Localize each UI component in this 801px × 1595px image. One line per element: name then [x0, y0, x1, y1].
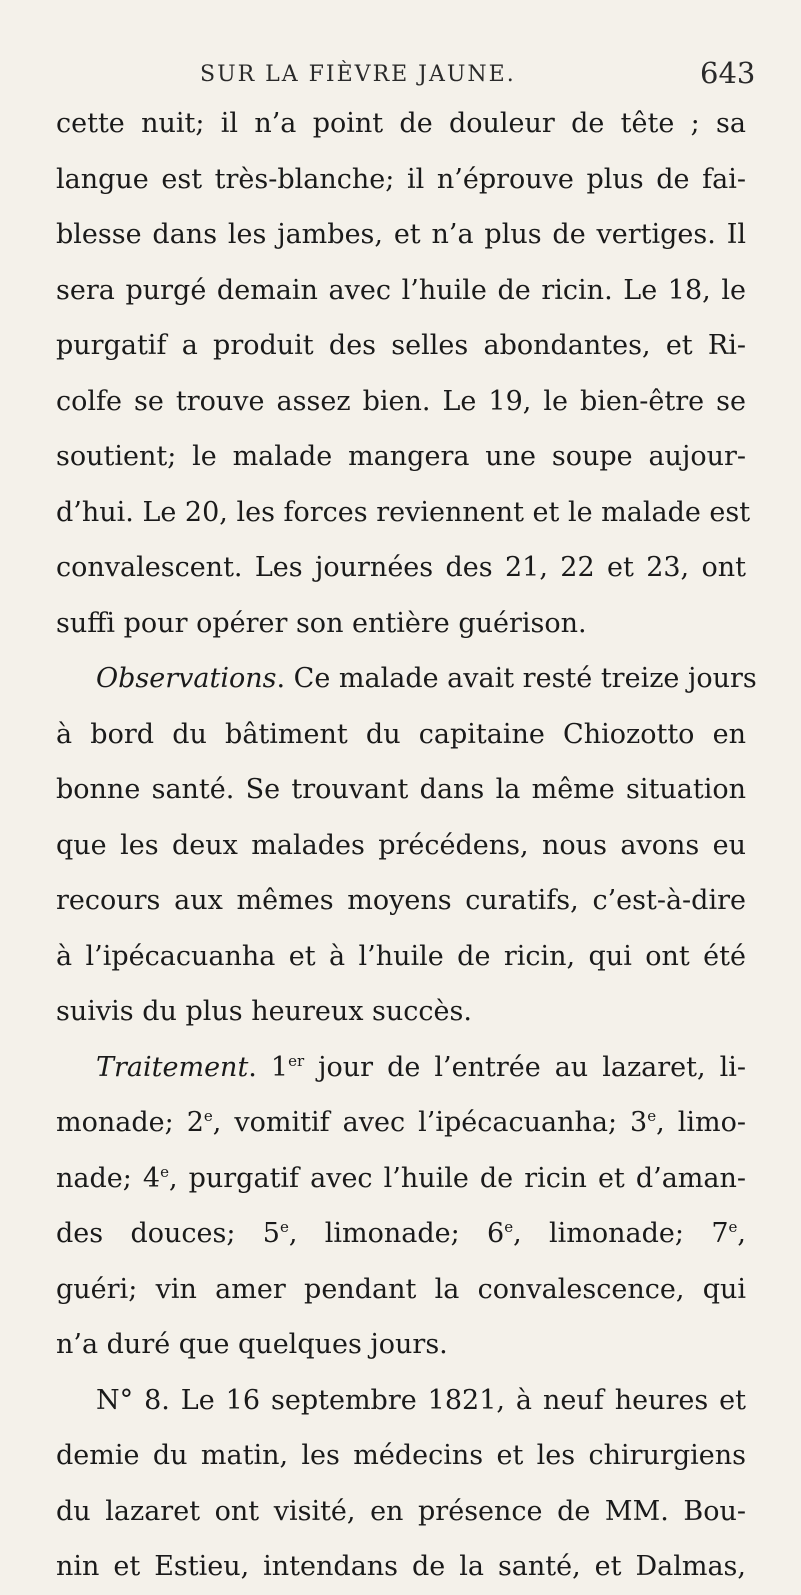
text-line	[56, 1539, 746, 1595]
text-run: blesse dans les jambes, et n’a plus de vertiges. Il	[56, 219, 746, 250]
text-line	[56, 984, 746, 1040]
text-run: des douces; 5	[56, 1218, 280, 1249]
superscript: e	[279, 1218, 289, 1236]
text-run: guéri; vin amer pendant la convalescence, qui	[56, 1273, 746, 1305]
text-run: n’a duré que quelques jours.	[56, 1329, 448, 1360]
text-line	[56, 651, 757, 707]
text-run: à l’ipécacuanha et à l’huile de ricin, qui ont été	[56, 940, 746, 972]
superscript: e	[647, 1107, 657, 1125]
text-run: du lazaret ont visité, en présence de MM. Bou-	[56, 1495, 746, 1527]
text-run: , vomitif avec l’ipécacuanha; 3	[212, 1107, 648, 1138]
text-run: d’hui. Le 20, les forces reviennent et le malade est	[56, 496, 751, 528]
text-run: , limo-	[656, 1107, 746, 1138]
running-head: SUR LA FIÈVRE JAUNE.	[200, 62, 516, 87]
superscript: e	[160, 1162, 169, 1181]
text-line	[56, 1484, 746, 1540]
text-line	[56, 1317, 746, 1373]
text-run: que les deux malades précédens, nous avons eu	[56, 829, 746, 861]
text-line	[56, 1206, 746, 1262]
text-line	[56, 318, 746, 374]
text-run: , purgatif avec l’huile de ricin et d’aman-	[168, 1162, 746, 1194]
text-line	[56, 263, 746, 319]
text-line	[56, 374, 746, 430]
text-run: sera purgé demain avec l’huile de ricin. Le 18, le	[56, 274, 746, 306]
text-run: langue est très-blanche; il n’éprouve plus de fai-	[56, 163, 746, 195]
text-run: soutient; le malade mangera une soupe aujour-	[56, 441, 746, 472]
text-run: ,	[737, 1218, 746, 1249]
text-run: suivis du plus heureux succès.	[56, 996, 472, 1027]
text-line	[56, 540, 746, 596]
text-line	[56, 818, 746, 874]
text-run: suffi pour opérer son entière guérison.	[56, 607, 587, 639]
text-line	[56, 1095, 746, 1151]
superscript: er	[288, 1051, 305, 1070]
superscript: e	[203, 1107, 213, 1125]
text-line	[56, 707, 746, 763]
text-run: à bord du bâtiment du capitaine Chiozotto en	[56, 718, 746, 750]
text-line	[56, 929, 746, 985]
text-run: nade; 4	[56, 1162, 161, 1194]
body-text	[56, 96, 757, 1595]
text-run: colfe se trouve assez bien. Le 19, le bien-être se	[56, 385, 746, 417]
text-run: N° 8. Le 16 septembre 1821, à neuf heures et	[96, 1384, 746, 1416]
text-line	[56, 152, 746, 208]
superscript: e	[504, 1218, 514, 1236]
text-line	[56, 1428, 746, 1484]
text-run: purgatif a produit des selles abondantes, et Ri-	[56, 330, 746, 361]
text-run: , limonade; 7	[513, 1218, 729, 1249]
page-number: 643	[700, 56, 756, 90]
text-line	[56, 429, 746, 485]
text-run: convalescent. Les journées des 21, 22 et 23, ont	[56, 552, 746, 583]
superscript: e	[728, 1218, 738, 1236]
text-run: nin et Estieu, intendans de la santé, et Dalmas,	[56, 1551, 746, 1582]
text-run: demie du matin, les médecins et les chirurgiens	[56, 1440, 746, 1471]
text-run: . 1	[248, 1051, 289, 1083]
text-run: recours aux mêmes moyens curatifs, c’est-à-dire	[56, 885, 746, 916]
text-line	[56, 207, 746, 263]
text-run: bonne santé. Se trouvant dans la même situation	[56, 774, 746, 805]
text-line	[56, 596, 746, 652]
text-line	[56, 96, 746, 152]
text-run: . Ce malade avait resté treize jours	[276, 663, 757, 694]
text-line	[56, 1151, 746, 1207]
text-line	[56, 762, 746, 818]
text-line	[56, 1262, 746, 1318]
italic-heading: Observations	[96, 663, 277, 694]
text-line	[56, 1040, 746, 1096]
text-line	[56, 873, 746, 929]
text-line	[56, 485, 751, 541]
text-run: cette nuit; il n’a point de douleur de tête ; sa	[56, 108, 746, 139]
text-run: , limonade; 6	[288, 1218, 505, 1249]
text-run: jour de l’entrée au lazaret, li-	[304, 1051, 746, 1083]
italic-heading: Traitement	[96, 1051, 249, 1083]
text-line	[56, 1373, 746, 1429]
text-run: monade; 2	[56, 1107, 204, 1138]
